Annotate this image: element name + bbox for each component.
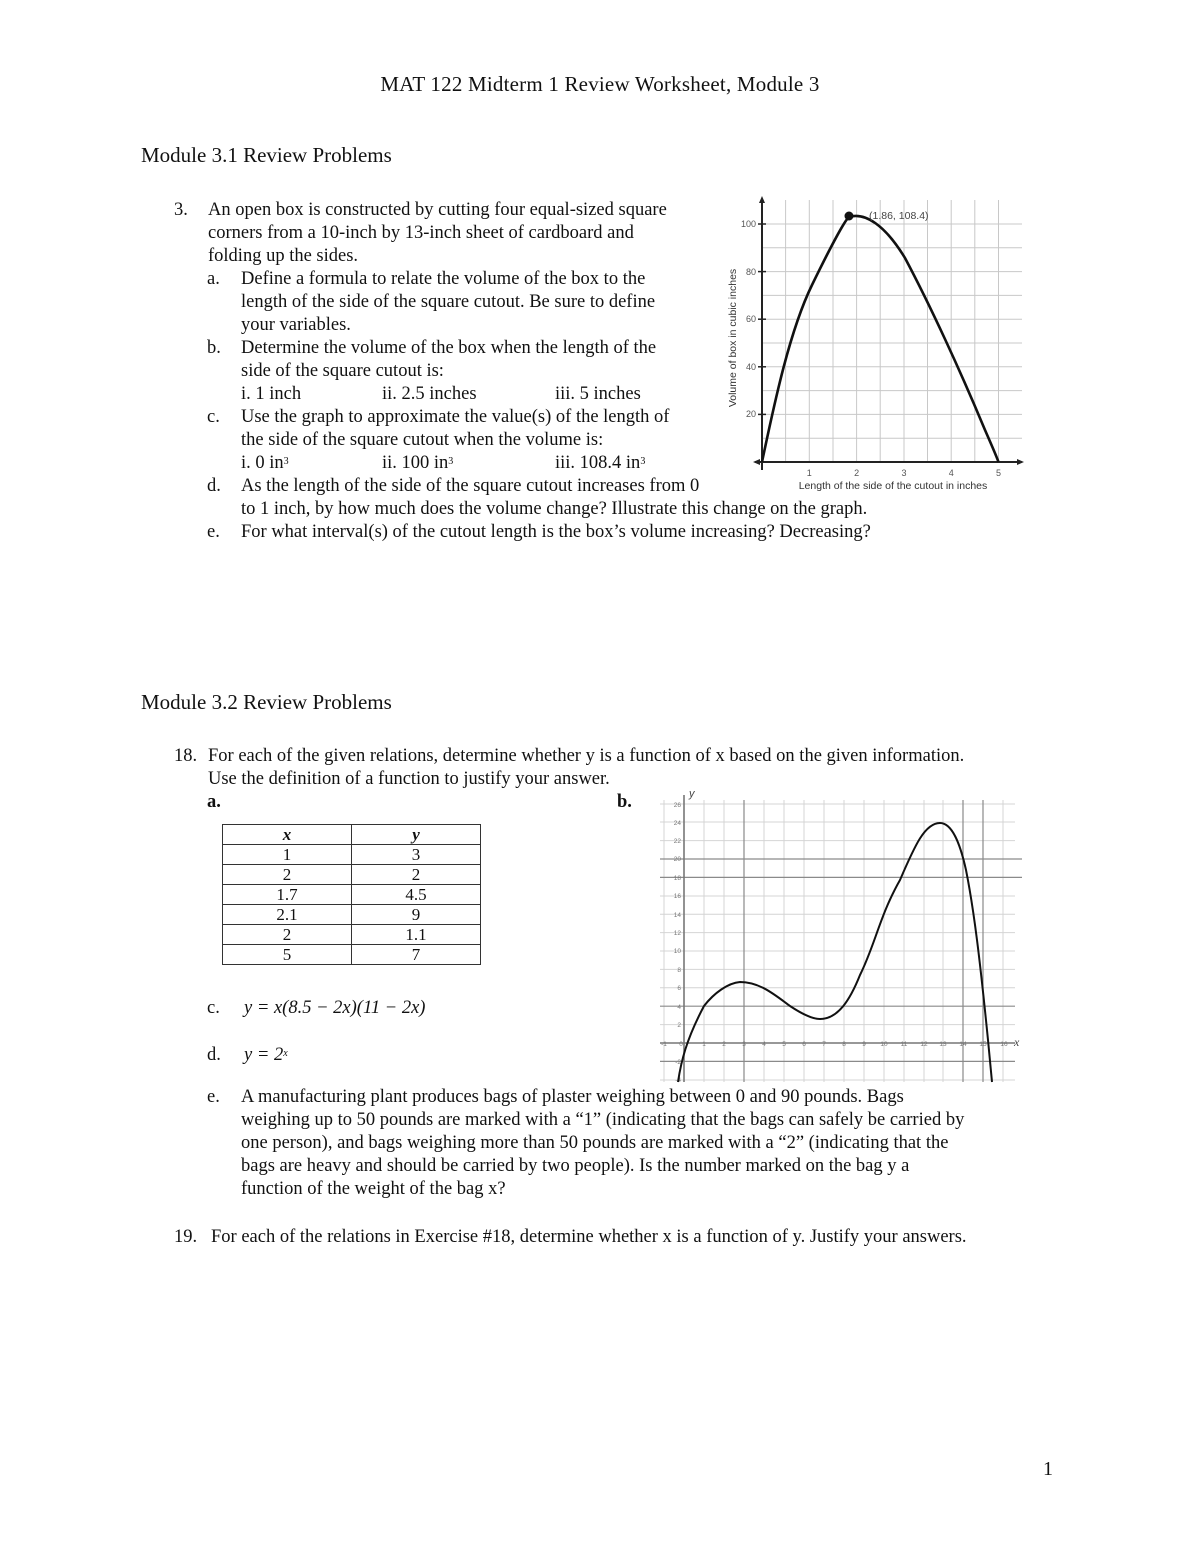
part-label: d.: [207, 476, 221, 496]
y-tick-60: 60: [745, 314, 756, 324]
problem-3-stem-line: An open box is constructed by cutting four equal-sized square: [208, 200, 667, 220]
part-b-label: b.: [617, 792, 632, 812]
problem-3d-line: As the length of the side of the square cutout increases from 0: [241, 476, 700, 496]
y-tick: 18: [673, 875, 681, 882]
problem-3b-line: Determine the volume of the box when the length of the: [241, 338, 657, 358]
x-tick: -1: [661, 1041, 667, 1048]
x-tick: 16: [1000, 1041, 1008, 1048]
x-tick-2: 2: [854, 468, 860, 478]
relation-b-grid: [660, 800, 1015, 1082]
x-tick-1: 1: [806, 468, 812, 478]
problem-3c-line: Use the graph to approximate the value(s) of the length of: [241, 407, 670, 427]
table-row: [223, 925, 481, 945]
y-tick-100: 100: [740, 219, 756, 229]
y-tick: 6: [677, 985, 681, 992]
y-tick: -2: [675, 1059, 681, 1066]
part-label: c.: [207, 998, 220, 1018]
y-tick: 26: [673, 802, 681, 809]
x-tick: 3: [742, 1041, 746, 1048]
section-heading-3-2: Module 3.2 Review Problems: [141, 690, 392, 714]
x-tick: 5: [782, 1041, 786, 1048]
max-point-marker: [845, 212, 854, 221]
y-tick: 16: [673, 893, 681, 900]
problem-18e-line: weighing up to 50 pounds are marked with a “1” (indicating that the bags can safely be carried by: [241, 1110, 965, 1130]
x-tick: 4: [762, 1041, 766, 1048]
column-header-x: x: [223, 825, 352, 845]
option-5-inches: iii. 5 inches: [555, 384, 641, 404]
part-a-label: a.: [207, 792, 221, 812]
x-tick-5: 5: [995, 468, 1002, 478]
problem-18-stem-line: Use the definition of a function to justify your answer.: [208, 769, 610, 789]
part-label: e.: [207, 522, 220, 542]
y-tick-80: 80: [745, 267, 756, 277]
x-tick: 7: [822, 1041, 826, 1048]
part-label: b.: [207, 338, 221, 358]
y-tick: -4: [675, 1077, 681, 1084]
y-tick: 14: [673, 912, 681, 919]
problem-3a-line: Define a formula to relate the volume of the box to the: [241, 269, 646, 289]
problem-3a-line: length of the side of the square cutout. Be sure to define: [241, 292, 656, 312]
x-tick: 6: [802, 1041, 806, 1048]
problem-3-stem-line: corners from a 10-inch by 13-inch sheet of cardboard and: [208, 223, 634, 243]
y-tick: 12: [673, 930, 681, 937]
x-tick: 11: [900, 1041, 908, 1048]
cell-x: 1: [223, 845, 352, 865]
problem-3-stem-line: folding up the sides.: [208, 246, 359, 266]
table-row: [223, 885, 481, 905]
x-tick: 14: [959, 1041, 967, 1048]
x-tick: 8: [842, 1041, 846, 1048]
y-tick: 20: [673, 856, 681, 863]
cell-y: 7: [352, 945, 481, 965]
option-108-4-in3: iii. 108.4 $in^3$: [555, 453, 646, 473]
table-row: [223, 845, 481, 865]
x-tick: 2: [722, 1041, 726, 1048]
x-tick: 13: [939, 1041, 947, 1048]
equation-c: y = x(8.5 − 2x)(11 − 2x): [244, 998, 426, 1018]
table-row: [223, 905, 481, 925]
x-tick: 1: [702, 1041, 706, 1048]
y-tick: 4: [677, 1004, 681, 1011]
part-label: a.: [207, 269, 220, 289]
problem-18-stem-line: For each of the given relations, determine whether y is a function of x based on the given information.: [208, 746, 965, 766]
y-axis-label: y: [689, 788, 695, 800]
x-tick: 0: [679, 1041, 683, 1048]
cell-y: 4.5: [352, 885, 481, 905]
problem-19-text: For each of the relations in Exercise #18, determine whether x is a function of y. Justify your answers.: [211, 1227, 967, 1247]
part-label: c.: [207, 407, 220, 427]
problem-18e-line: function of the weight of the bag x?: [241, 1179, 506, 1199]
x-axis-label: x: [1014, 1035, 1020, 1049]
option-2-5-inches: ii. 2.5 inches: [382, 384, 477, 404]
cell-x: 2: [223, 865, 352, 885]
y-axis-label: Volume of box in cubic inches: [727, 268, 739, 408]
table-header-row: [223, 825, 481, 845]
y-tick: 10: [673, 948, 681, 955]
cell-y: 9: [352, 905, 481, 925]
problem-number: 19.: [174, 1227, 198, 1247]
option-100-in3: ii. 100 $in^3$: [382, 453, 454, 473]
cell-y: 1.1: [352, 925, 481, 945]
volume-chart-axes: [755, 200, 1022, 470]
x-tick: 12: [920, 1041, 928, 1048]
cell-x: 1.7: [223, 885, 352, 905]
problem-18e-line: bags are heavy and should be carried by two people). Is the number marked on the bag y a: [241, 1156, 910, 1176]
x-tick-3: 3: [901, 468, 907, 478]
x-tick-4: 4: [948, 468, 954, 478]
table-row: [223, 945, 481, 965]
problem-3d-line: to 1 inch, by how much does the volume change? Illustrate this change on the graph.: [241, 499, 868, 519]
x-tick: 9: [862, 1041, 866, 1048]
option-1-inch: i. 1 inch: [241, 384, 302, 404]
cell-y: 2: [352, 865, 481, 885]
problem-18e-line: A manufacturing plant produces bags of plaster weighing between 0 and 90 pounds. Bags: [241, 1087, 904, 1107]
problem-number: 18.: [174, 746, 198, 766]
x-tick: 10: [880, 1041, 888, 1048]
max-point-annotation: (1.86, 108.4): [869, 210, 929, 222]
problem-number: 3.: [174, 200, 188, 220]
problem-3a-line: your variables.: [241, 315, 351, 335]
page-number: 1: [1043, 1458, 1053, 1480]
y-tick: 22: [673, 838, 681, 845]
problem-18e-line: one person), and bags weighing more than 50 pounds are marked with a “2” (indicating that the: [241, 1133, 949, 1153]
y-tick: 2: [677, 1022, 681, 1029]
cell-x: 2: [223, 925, 352, 945]
volume-chart: [715, 188, 1035, 498]
document-title: MAT 122 Midterm 1 Review Worksheet, Module 3: [380, 72, 820, 96]
relation-table: [222, 824, 481, 965]
column-header-y: y: [352, 825, 481, 845]
problem-3e-line: For what interval(s) of the cutout length is the box’s volume increasing? Decreasing?: [241, 522, 871, 542]
part-label: d.: [207, 1045, 221, 1065]
y-tick: 24: [673, 820, 681, 827]
cell-x: 2.1: [223, 905, 352, 925]
option-0-in3: i. 0 $in^3$: [241, 453, 289, 473]
y-tick-40: 40: [745, 362, 756, 372]
x-axis-label: Length of the side of the cutout in inches: [798, 480, 988, 492]
section-heading-3-1: Module 3.1 Review Problems: [141, 143, 392, 167]
x-tick: 15: [979, 1041, 987, 1048]
y-tick-20: 20: [745, 409, 756, 419]
equation-d: $y = 2^x$: [244, 1045, 288, 1065]
table-row: [223, 865, 481, 885]
y-tick: 8: [677, 967, 681, 974]
relation-b-graph: [655, 785, 1035, 1085]
cell-y: 3: [352, 845, 481, 865]
cell-x: 5: [223, 945, 352, 965]
problem-3c-line: the side of the square cutout when the volume is:: [241, 430, 604, 450]
relation-b-axes: [660, 795, 1015, 1082]
problem-3b-line: side of the square cutout is:: [241, 361, 444, 381]
part-label: e.: [207, 1087, 220, 1107]
